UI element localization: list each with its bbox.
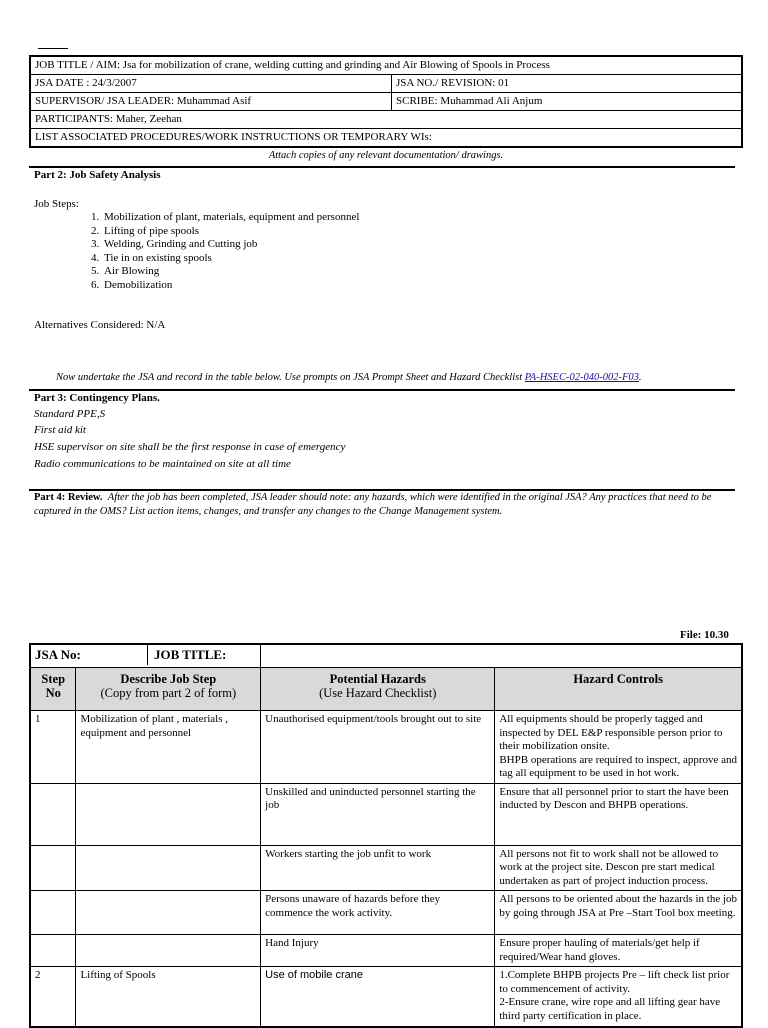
job-steps-label: Job Steps:	[34, 198, 79, 210]
step-cell	[30, 891, 76, 935]
part4-review	[34, 491, 744, 519]
describe-cell	[76, 935, 261, 967]
hazard-cell: Workers starting the job unfit to work	[261, 845, 495, 891]
alternatives-considered: Alternatives Considered: N/A	[34, 319, 166, 331]
col-header-hazards: Potential Hazards (Use Hazard Checklist)	[261, 668, 495, 711]
supervisor-cell: SUPERVISOR/ JSA LEADER: Muhammad Asif	[30, 93, 392, 111]
jsa-table-top-row	[30, 644, 742, 668]
job-step-item: 6. Demobilization	[102, 279, 359, 293]
scribe-cell: SCRIBE: Muhammad Ali Anjum	[392, 93, 743, 111]
part4-text: After the job has been completed, JSA leader should note: any hazards, which were identified in the original JSA? Any practices that need to be captured in the OMS? List action items, changes, and transfer any changes to the Change Management system.	[34, 492, 712, 517]
hazard-cell: Use of mobile crane	[261, 967, 495, 1027]
contingency-line: First aid kit	[34, 424, 86, 436]
job-steps-list	[80, 211, 359, 292]
describe-cell	[76, 845, 261, 891]
describe-cell: Mobilization of plant , materials , equipment and personnel	[76, 711, 261, 784]
control-cell: Ensure that all personnel prior to start the have been inducted by Descon and BHPB operations.	[495, 783, 742, 845]
file-number: File: 10.30	[680, 629, 729, 641]
jsa-table-header	[30, 668, 742, 711]
table-row	[30, 935, 742, 967]
part4-title: Part 4: Review.	[34, 492, 103, 503]
contingency-line: Radio communications to be maintained on site at all time	[34, 458, 291, 470]
control-cell: 1.Complete BHPB projects Pre – lift check list prior to commencement of activity. 2-Ensure crane, wire rope and all lifting gear have third party certification in place.	[495, 967, 742, 1027]
table-row	[30, 711, 742, 784]
jsa-date-cell: JSA DATE : 24/3/2007	[30, 75, 392, 93]
describe-cell	[76, 783, 261, 845]
col-header-describe: Describe Job Step (Copy from part 2 of form)	[76, 668, 261, 711]
job-step-item: 2. Lifting of pipe spools	[102, 225, 359, 239]
job-step-item: 3. Welding, Grinding and Cutting job	[102, 238, 359, 252]
step-cell	[30, 783, 76, 845]
header-info-table	[29, 55, 743, 148]
table-row	[30, 891, 742, 935]
section-divider	[29, 389, 735, 391]
contingency-line: Standard PPE,S	[34, 408, 106, 420]
jsa-instruction	[56, 372, 642, 383]
job-step-item: 1. Mobilization of plant, materials, equipment and personnel	[102, 211, 359, 225]
contingency-line: HSE supervisor on site shall be the first response in case of emergency	[34, 441, 346, 453]
section-divider	[29, 166, 735, 168]
jsa-table	[29, 643, 743, 1028]
part2-title: Part 2: Job Safety Analysis	[34, 169, 161, 181]
describe-cell	[76, 891, 261, 935]
hazard-cell: Hand Injury	[261, 935, 495, 967]
col-header-controls: Hazard Controls	[495, 668, 742, 711]
attach-note: Attach copies of any relevant documentation/ drawings.	[268, 150, 504, 161]
jsa-instruction-text: Now undertake the JSA and record in the table below. Use prompts on JSA Prompt Sheet and Hazard Checklist	[56, 372, 525, 383]
hazard-cell: Unskilled and uninducted personnel starting the job	[261, 783, 495, 845]
job-step-item: 5. Air Blowing	[102, 265, 359, 279]
control-cell: Ensure proper hauling of materials/get help if required/Wear hand gloves.	[495, 935, 742, 967]
jsa-instruction-end: .	[638, 372, 642, 383]
control-cell: All persons not fit to work shall not be allowed to work at the project site. Descon pre start medical undertaken as part of project induction process.	[495, 845, 742, 891]
hazard-cell: Unauthorised equipment/tools brought out to site	[261, 711, 495, 784]
hazard-checklist-link[interactable]: PA-HSEC-02-040-002-F03	[524, 372, 639, 383]
job-title-label: JOB TITLE:	[154, 647, 227, 663]
jsa-no-label: JSA No:	[31, 645, 148, 665]
step-cell: 1	[30, 711, 76, 784]
job-step-item: 4. Tie in on existing spools	[102, 252, 359, 266]
step-cell: 2	[30, 967, 76, 1027]
step-cell	[30, 935, 76, 967]
part3-title: Part 3: Contingency Plans.	[34, 392, 160, 404]
table-row	[30, 783, 742, 845]
header-tick-line	[38, 48, 68, 49]
control-cell: All equipments should be properly tagged and inspected by DEL E&P responsible person prior to their mobilization onsite. BHPB operations are required to inspect, approve and tag all equipment to be used in hot work.	[495, 711, 742, 784]
hazard-cell: Persons unaware of hazards before they commence the work activity.	[261, 891, 495, 935]
table-row	[30, 967, 742, 1027]
table-row	[30, 845, 742, 891]
step-cell	[30, 845, 76, 891]
procedures-cell: LIST ASSOCIATED PROCEDURES/WORK INSTRUCTIONS OR TEMPORARY WIs:	[30, 129, 742, 148]
job-title-cell: JOB TITLE / AIM: Jsa for mobilization of crane, welding cutting and grinding and Air Blowing of Spools in Process	[30, 56, 742, 75]
describe-cell: Lifting of Spools	[76, 967, 261, 1027]
control-cell: All persons to be oriented about the hazards in the job by going through JSA at Pre –Start Tool box meeting.	[495, 891, 742, 935]
col-header-step: Step No	[30, 668, 76, 711]
participants-cell: PARTICIPANTS: Maher, Zeehan	[30, 111, 742, 129]
jsa-no-cell: JSA NO./ REVISION: 01	[392, 75, 743, 93]
